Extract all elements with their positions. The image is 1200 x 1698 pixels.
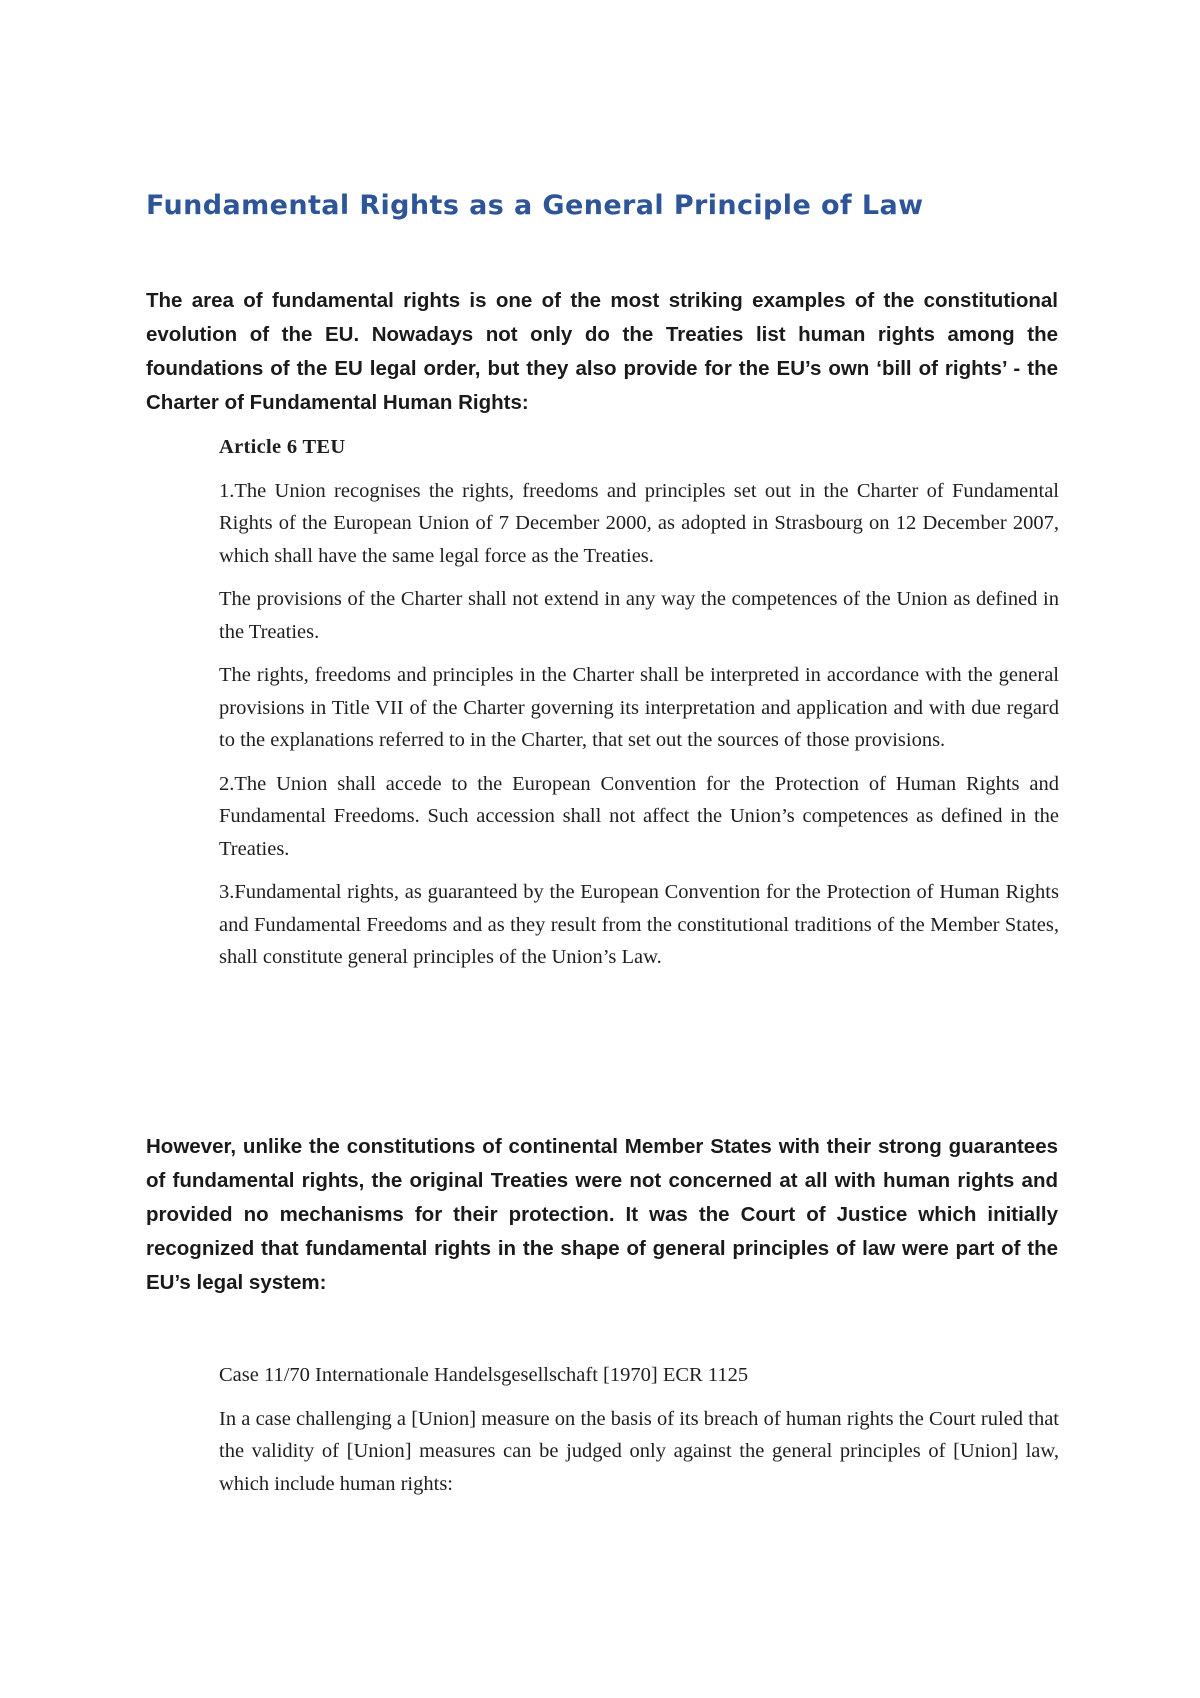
case-citation: Case 11/70 Internationale Handelsgesellschaft [1970] ECR 1125 [219, 1364, 749, 1386]
article-paragraph-2: The provisions of the Charter shall not extend in any way the competences of the Union as defined in the Treaties. [219, 588, 1059, 643]
article-title: Article 6 TEU [219, 436, 346, 458]
case-summary: In a case challenging a [Union] measure on the basis of its breach of human rights the Court ruled that the validity of [Union] measures can be judged only against the general principles of [Union] law, which include human rights: [219, 1407, 1059, 1495]
article-paragraph-4: 2.The Union shall accede to the European Convention for the Protection of Human Rights and Fundamental Freedoms. Such accession shall not affect the Union’s competences as defined in the Treaties. [219, 772, 1059, 860]
article-6-teu-quote [219, 431, 1059, 985]
article-paragraph-5: 3.Fundamental rights, as guaranteed by the European Convention for the Protection of Human Rights and Fundamental Freedoms and as they result from the constitutional traditions of the Member States, shall constitute general principles of the Union’s Law. [219, 881, 1059, 968]
case-quote [219, 1359, 1059, 1511]
document-title: Fundamental Rights as a General Principle of Law [146, 190, 924, 221]
article-paragraph-3: The rights, freedoms and principles in the Charter shall be interpreted in accordance with the general provisions in Title VII of the Charter governing its interpretation and application and with due regard to the explanations referred to in the Charter, that set out the sources of those provisions. [219, 664, 1059, 751]
second-paragraph: However, unlike the constitutions of continental Member States with their strong guarantees of fundamental rights, the original Treaties were not concerned at all with human rights and provided no mechanisms for their protection. It was the Court of Justice which initially recognized that fundamental rights in the shape of general principles of law were part of the EU’s legal system: [146, 1135, 1058, 1294]
article-paragraph-1: 1.The Union recognises the rights, freedoms and principles set out in the Charter of Fundamental Rights of the European Union of 7 December 2000, as adopted in Strasbourg on 12 December 2007, which shall have the same legal force as the Treaties. [219, 479, 1059, 567]
intro-paragraph: The area of fundamental rights is one of the most striking examples of the constitutional evolution of the EU. Nowadays not only do the Treaties list human rights among the foundations of the EU legal order, but they also provide for the EU’s own ‘bill of rights’ - the Charter of Fundamental Human Rights: [146, 289, 1058, 414]
